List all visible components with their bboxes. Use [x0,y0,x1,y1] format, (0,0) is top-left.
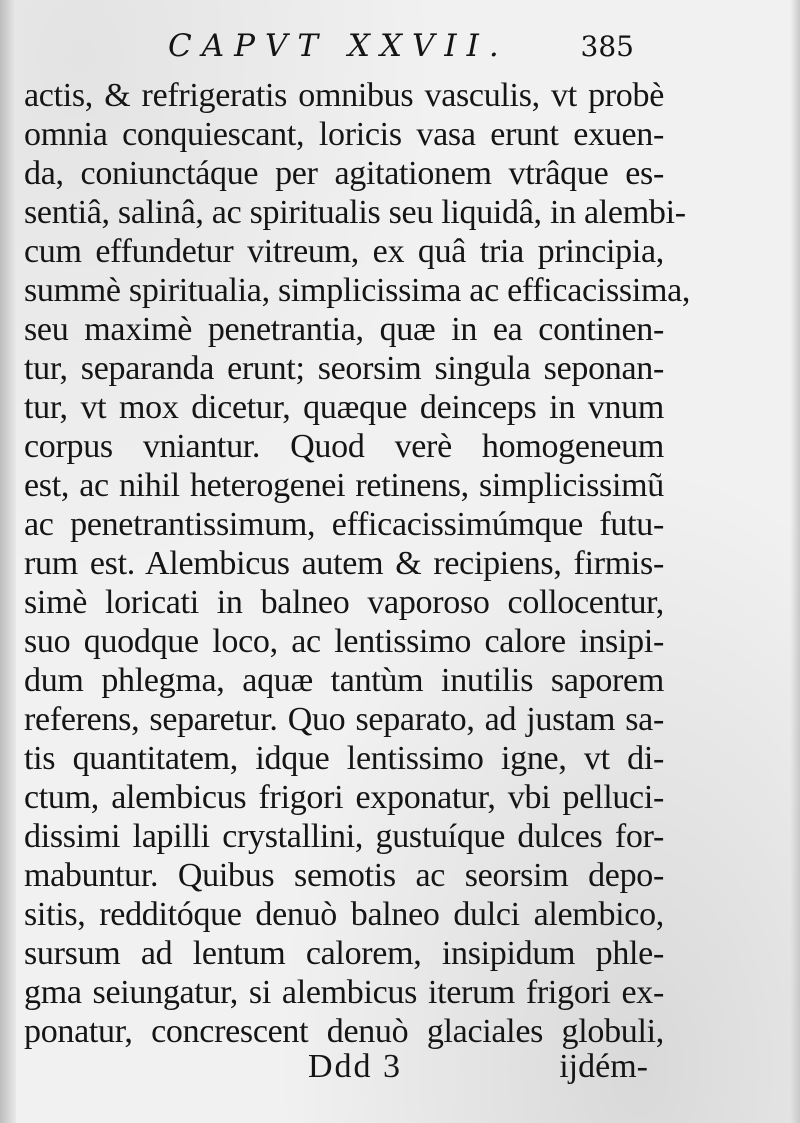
gutter-shadow [0,0,16,1123]
text-line: gma seiungatur, si alembicus iterum frigori ex- [24,974,664,1011]
text-line: simè loricati in balneo vaporoso collocentur, [24,584,664,621]
text-line: tis quantitatem, idque lentissimo igne, vt di- [24,740,664,777]
text-line: ctum, alembicus frigori exponatur, vbi pelluci- [24,779,664,816]
page-number: 385 [580,30,634,63]
text-line: dum phlegma, aquæ tantùm inutilis saporem [24,662,664,699]
text-line: cum effundetur vitreum, ex quâ tria principia, [24,233,664,270]
text-line: actis, & refrigeratis omnibus vasculis, vt probè [24,77,664,114]
text-line: suo quodque loco, ac lentissimo calore insipi- [24,623,664,660]
running-head: CAPVT XXVII. [168,28,509,64]
page-header [168,28,638,78]
page-edge [790,0,800,1123]
text-line: mabuntur. Quibus semotis ac seorsim depo- [24,857,664,894]
text-line: est, ac nihil heterogenei retinens, simplicissimũ [24,467,664,504]
text-line: ac penetrantissimum, efficacissimúmque futu- [24,506,664,543]
text-line: rum est. Alembicus autem & recipiens, firmis- [24,545,664,582]
text-line: tur, separanda erunt; seorsim singula seponan- [24,350,664,387]
catchword: ijdém- [559,1048,648,1085]
text-line: summè spiritualia, simplicissima ac efficacissima, [24,272,691,309]
page-footer [308,1048,648,1093]
text-line: da, coniunctáque per agitationem vtrâque es- [24,155,664,192]
text-line: corpus vniantur. Quod verè homogeneum [24,428,664,465]
text-line: referens, separetur. Quo separato, ad justam sa- [24,701,664,738]
text-line: sentiâ, salinâ, ac spiritualis seu liquidâ, in alembi- [24,194,686,231]
text-line: omnia conquiescant, loricis vasa erunt exuen- [24,116,664,153]
body-text [24,76,691,1051]
text-line: sitis, redditóque denuò balneo dulci alembico, [24,896,664,933]
text-line: sursum ad lentum calorem, insipidum phle- [24,935,664,972]
text-line: dissimi lapilli crystallini, gustuíque dulces for- [24,818,664,855]
text-line: ponatur, concrescent denuò glaciales globuli, [24,1013,664,1050]
text-line: seu maximè penetrantia, quæ in ea continen- [24,311,664,348]
text-line: tur, vt mox dicetur, quæque deinceps in vnum [24,389,664,426]
signature-mark: Ddd 3 [308,1048,403,1085]
